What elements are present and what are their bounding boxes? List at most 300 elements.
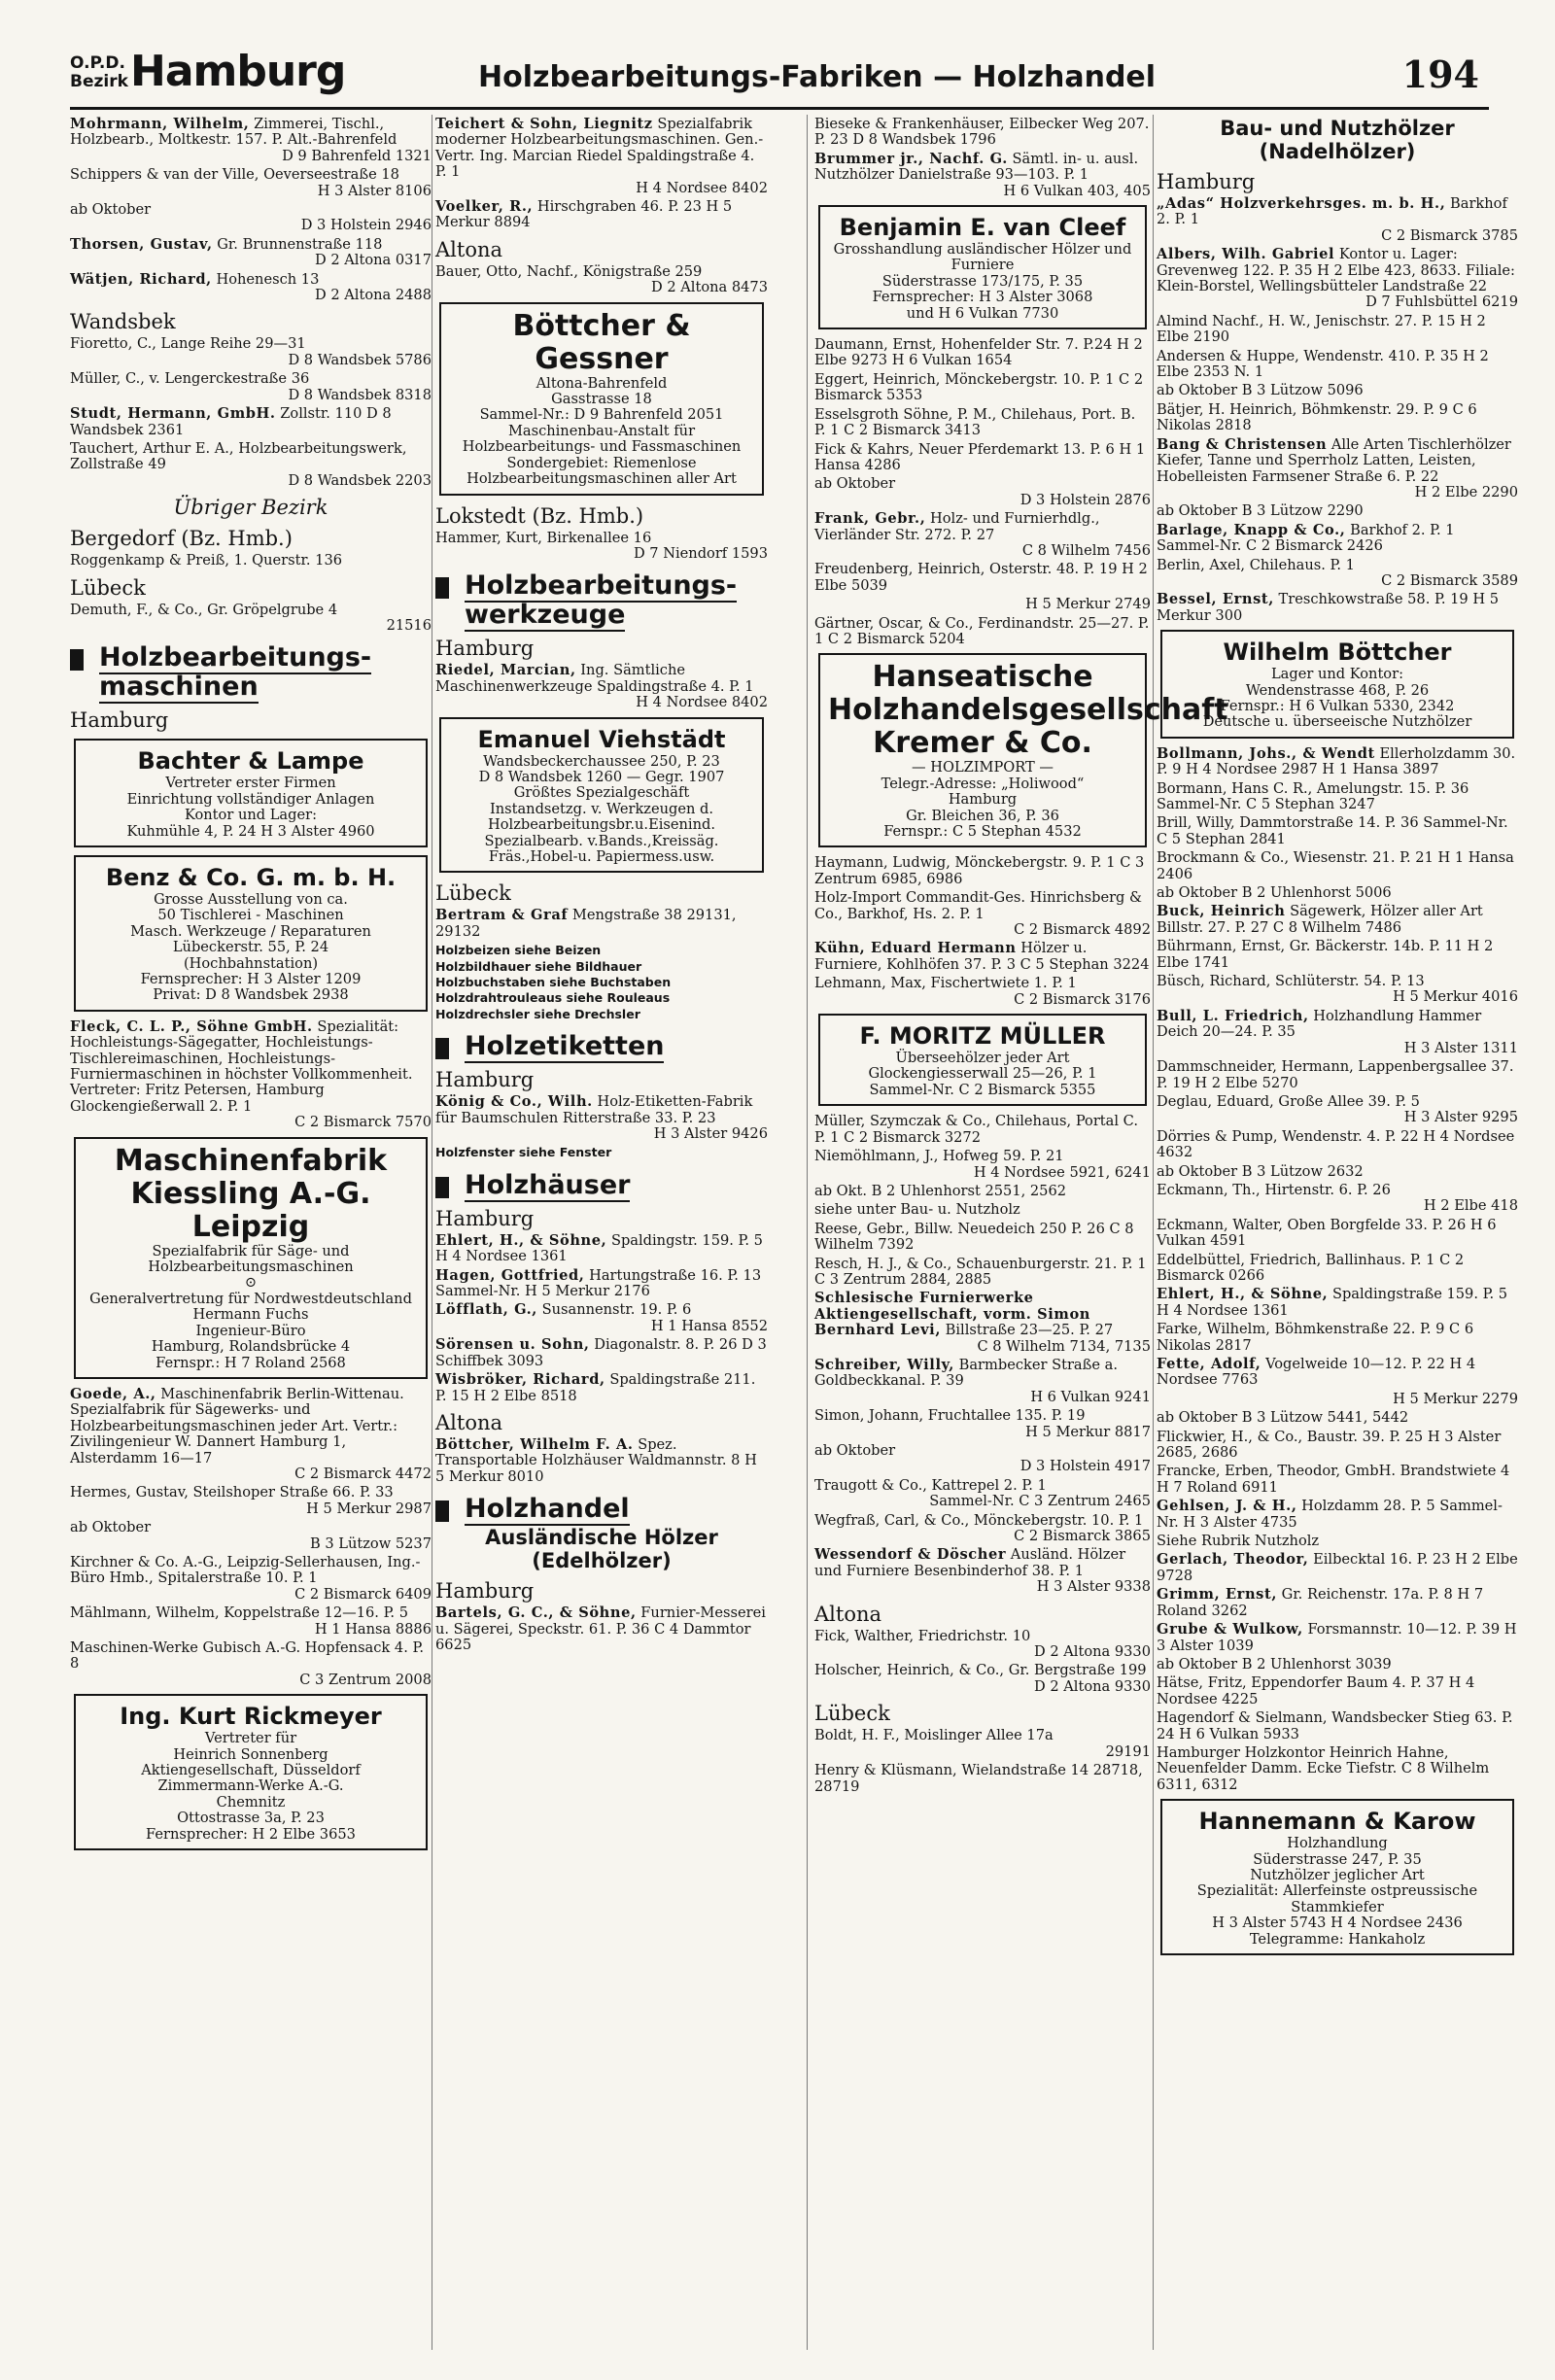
listing-phone: C 2 Bismarck 3176	[1014, 990, 1151, 1008]
listing-name: Gehlsen, J. & H.,	[1157, 1498, 1297, 1515]
advertisement-line: Altona-Bahrenfeld	[536, 374, 668, 392]
listing-text: Müller, Szymczak & Co., Chilehaus, Portal C. P. 1 C 2 Bismarck 3272	[814, 1113, 1138, 1146]
listing-text: Büsch, Richard, Schlüterstr. 54. P. 13	[1157, 973, 1425, 990]
listing-text: Francke, Erben, Theodor, GmbH. Brandstwiete 4 H 7 Roland 6911	[1157, 1463, 1510, 1496]
listing-text: Resch, H. J., & Co., Schauenburgerstr. 21. P. 1 C 3 Zentrum 2884, 2885	[814, 1255, 1147, 1288]
column-divider	[807, 115, 808, 2350]
listing-text: ab Oktober B 3 Lützow 5441, 5442	[1157, 1409, 1409, 1427]
listing-entry	[1157, 1745, 1518, 1793]
listing-phone: D 3 Holstein 2946	[300, 217, 432, 234]
listing-name: König & Co., Wilh.	[435, 1093, 593, 1111]
listing-text: Ing. Sämtliche Maschinenwerkzeuge Spaldingstraße 4. P. 1	[435, 662, 754, 695]
listing-text: ab Oktober B 2 Uhlenhorst 5006	[1157, 884, 1392, 902]
listing-phone: H 2 Elbe 2290	[1414, 483, 1518, 500]
listing-name: Ehlert, H., & Söhne,	[435, 1231, 607, 1249]
listing-entry	[814, 476, 1151, 508]
listing-entry	[70, 1485, 432, 1517]
advertisement-line: Gasstrasse 18	[551, 391, 652, 408]
cross-reference: Holzdrechsler siehe Drechsler	[435, 1006, 640, 1021]
cross-reference: Holzfenster siehe Fenster	[435, 1145, 612, 1160]
listing-name: Sörensen u. Sohn,	[435, 1336, 590, 1354]
listing-text: Berlin, Axel, Chilehaus. P. 1	[1157, 556, 1355, 573]
listing-text: ab Oktober B 3 Lützow 5096	[1157, 382, 1364, 399]
listing-entry	[70, 603, 432, 635]
section-heading-text: Holzbearbeitungs-maschinen	[99, 642, 372, 703]
advertisement-line: Süderstrasse 173/175, P. 35	[881, 272, 1084, 290]
listing-entry	[435, 117, 768, 196]
advertisement-box	[74, 855, 428, 1012]
advertisement-box	[439, 717, 764, 874]
listing-entry	[435, 1268, 768, 1300]
district-label	[70, 54, 128, 91]
listing-phone: C 8 Wilhelm 7134, 7135	[977, 1337, 1151, 1355]
listing-phone: C 2 Bismarck 4472	[294, 1465, 432, 1482]
listing-text: Gärtner, Oscar, & Co., Ferdinandstr. 25—27. P. 1 C 2 Bismarck 5204	[814, 614, 1150, 647]
advertisement-box	[439, 302, 764, 496]
listing-text: Vogelweide 10—12. P. 22 H 4 Nordsee 7763	[1157, 1356, 1476, 1389]
listing-entry	[814, 1257, 1151, 1289]
advertisement-line: Fernspr.: H 7 Roland 2568	[156, 1354, 346, 1371]
listing-entry	[70, 1555, 432, 1603]
listing-text: Hirschgraben 46. P. 23 H 5 Merkur 8894	[435, 198, 733, 231]
listing-entry	[814, 442, 1151, 474]
listing-phone: D 2 Altona 0317	[315, 252, 432, 269]
page-title: Holzbearbeitungs-Fabriken — Holzhandel	[478, 60, 1157, 94]
listing-entry	[1157, 1499, 1518, 1531]
listing-entry	[70, 1605, 432, 1638]
listing-entry	[814, 1222, 1151, 1254]
listing-text: Deglau, Eduard, Große Allee 39. P. 5	[1157, 1092, 1420, 1110]
listing-phone: H 5 Merkur 2749	[1025, 596, 1151, 613]
listing-text: Kirchner & Co. A.-G., Leipzig-Sellerhausen, Ing.-Büro Hmb., Spitalerstraße 10. P. 1	[70, 1553, 421, 1587]
listing-entry	[1157, 746, 1518, 778]
listing-entry	[814, 597, 1151, 612]
listing-text: Wegfraß, Carl, & Co., Mönckebergstr. 10. P. 1	[814, 1511, 1144, 1529]
listing-entry	[1157, 1657, 1518, 1673]
advertisement-line: Hamburg, Rolandsbrücke 4	[151, 1338, 351, 1356]
page-header	[70, 47, 1489, 110]
listing-entry	[1157, 974, 1518, 1006]
listing-text: Fick, Walther, Friedrichstr. 10	[814, 1627, 1031, 1644]
listing-text: Maschinen-Werke Gubisch A.-G. Hopfensack 4. P. 8	[70, 1639, 424, 1673]
advertisement-box	[818, 1014, 1147, 1106]
listing-entry	[814, 1408, 1151, 1440]
city-heading: Bergedorf (Bz. Hmb.)	[70, 527, 293, 551]
listing-text: Alle Arten Tischlerhölzer Kiefer, Tanne und Sperrholz Latten, Leisten, Hobelleisten Farmsener Straße 6. P. 22	[1157, 435, 1511, 485]
column-4	[1157, 117, 1518, 2352]
advertisement-title: F. MORITZ MÜLLER	[859, 1022, 1106, 1051]
listing-entry	[1157, 592, 1518, 624]
listing-name: Bull, L. Friedrich,	[1157, 1007, 1309, 1024]
city-heading: Altona	[814, 1602, 882, 1626]
listing-text: Spezialfabrik moderner Holzbearbeitungsmaschinen. Gen.-Vertr. Ing. Marcian Riedel Spaldingstraße 4. P. 1	[435, 116, 764, 181]
listing-phone: B 3 Lützow 5237	[310, 1535, 432, 1552]
advertisement-line: Gr. Bleichen 36, P. 36	[906, 807, 1059, 824]
listing-entry	[814, 1663, 1151, 1695]
listing-text: Billstraße 23—25. P. 27	[945, 1322, 1114, 1339]
advertisement-line: (Hochbahnstation)	[183, 954, 319, 972]
advertisement-title: Ing. Kurt Rickmeyer	[120, 1703, 382, 1731]
listing-text: Mählmann, Wilhelm, Koppelstraße 12—16. P. 5	[70, 1604, 408, 1622]
advertisement-line: Aktiengesellschaft, Düsseldorf	[141, 1762, 361, 1779]
listing-phone: C 3 Zentrum 2008	[299, 1671, 432, 1688]
advertisement-title: Hanseatische Holzhandelsgesellschaft Kremer & Co.	[828, 660, 1228, 761]
listing-phone: H 6 Vulkan 9241	[1030, 1388, 1151, 1405]
listing-text: Kontor u. Lager: Grevenweg 122. P. 35 H 2 Elbe 423, 8633. Filiale: Klein-Borstel, Wellingsbütteler Landstraße 22	[1157, 246, 1515, 295]
listing-name: Wätjen, Richard,	[70, 270, 212, 288]
listing-entry	[435, 1605, 768, 1653]
listing-name: Goede, A.,	[70, 1385, 156, 1402]
listing-text: Hohenesch 13	[216, 270, 320, 288]
listing-entry	[1157, 523, 1518, 555]
listing-entry	[1157, 349, 1518, 381]
listing-phone: D 2 Altona 9330	[1034, 1677, 1151, 1695]
advertisement-line: Heinrich Sonnenberg	[173, 1745, 328, 1763]
listing-phone: D 2 Altona 9330	[1034, 1643, 1151, 1661]
advertisement-box	[1160, 630, 1514, 739]
listing-name: Wessendorf & Döscher	[814, 1546, 1007, 1564]
listing-text: Müller, C., v. Lengerckestraße 36	[70, 370, 310, 388]
city-heading: Lübeck	[814, 1702, 890, 1726]
listing-text: Daumann, Ernst, Hohenfelder Str. 7. P.24 H 2 Elbe 9273 H 6 Vulkan 1654	[814, 336, 1143, 369]
listing-name: Schlesische Furnierwerke Aktiengesellschaft, vorm. Simon Bernhard Levi,	[814, 1290, 1091, 1339]
advertisement-line: Vertreter erster Firmen	[165, 775, 336, 792]
city-heading: Hamburg	[1157, 170, 1256, 193]
listing-name: Gerlach, Theodor,	[1157, 1551, 1309, 1569]
listing-name: Grube & Wulkow,	[1157, 1621, 1303, 1638]
listing-entry	[814, 1478, 1151, 1510]
listing-text: Boldt, H. F., Moislinger Allee 17a	[814, 1727, 1054, 1744]
listing-phone: D 3 Holstein 2876	[1019, 491, 1151, 508]
advertisement-line: Kontor und Lager:	[184, 807, 317, 824]
listing-text: Hagendorf & Sielmann, Wandsbecker Stieg 63. P. 24 H 6 Vulkan 5933	[1157, 1709, 1513, 1742]
listing-phone: H 5 Merkur 8817	[1025, 1423, 1151, 1440]
listing-phone: H 3 Alster 9338	[1036, 1578, 1151, 1596]
listing-name: Bang & Christensen	[1157, 435, 1328, 453]
listing-phone: H 3 Alster 1311	[1403, 1039, 1518, 1056]
advertisement-line: Lübeckerstr. 55, P. 24	[172, 939, 329, 956]
region-heading: Übriger Bezirk	[173, 496, 328, 520]
listing-entry	[435, 1337, 768, 1369]
listing-name: Voelker, R.,	[435, 198, 534, 216]
listing-text: ab Oktober	[70, 1519, 152, 1536]
cross-reference: Holzdrahtrouleaus siehe Rouleaus	[435, 990, 671, 1006]
advertisement-line: Größtes Spezialgeschäft	[513, 784, 690, 802]
listing-text: Dörries & Pump, Wendenstr. 4. P. 22 H 4 Nordsee 4632	[1157, 1127, 1515, 1161]
listing-entry	[814, 1513, 1151, 1545]
listing-entry	[1157, 503, 1518, 519]
listing-text: Simon, Johann, Fruchtallee 135. P. 19	[814, 1407, 1086, 1425]
city-heading: Lokstedt (Bz. Hmb.)	[435, 503, 644, 528]
advertisement-title: Maschinenfabrik Kiessling A.-G. Leipzig	[114, 1143, 388, 1244]
listing-name: Fleck, C. L. P., Söhne GmbH.	[70, 1018, 313, 1035]
advertisement-line: Vertreter für	[204, 1730, 297, 1747]
listing-entry	[814, 372, 1151, 404]
listing-text: Almind Nachf., H. W., Jenischstr. 27. P. 15 H 2 Elbe 2190	[1157, 312, 1486, 346]
listing-name: Hagen, Gottfried,	[435, 1266, 585, 1284]
listing-name: Böttcher, Wilhelm F. A.	[435, 1435, 634, 1453]
advertisement-line: Zimmermann-Werke A.-G.	[157, 1777, 344, 1795]
advertisement-line: Spezialität: Allerfeinste ostpreussische Stammkiefer	[1196, 1882, 1478, 1915]
advertisement-line: Fernsprecher: H 3 Alster 1209	[140, 971, 362, 987]
listing-entry	[435, 531, 768, 563]
listing-text: Eckmann, Walter, Oben Borgfelde 33. P. 26 H 6 Vulkan 4591	[1157, 1216, 1497, 1250]
listing-phone: D 7 Fuhlsbüttel 6219	[1365, 293, 1518, 311]
listing-entry	[814, 890, 1151, 938]
listing-text: Tauchert, Arthur E. A., Holzbearbeitungswerk, Zollstraße 49	[70, 439, 407, 473]
advertisement-box	[74, 1694, 428, 1850]
listing-phone: H 3 Alster 8106	[317, 182, 432, 199]
city-heading: Hamburg	[435, 637, 535, 661]
opd-label: O.P.D.	[70, 53, 125, 73]
listing-text: Sägewerk, Hölzer aller Art Billstr. 27. P. 27 C 8 Wilhelm 7486	[1157, 903, 1483, 936]
listing-name: Bartels, G. C., & Söhne,	[435, 1604, 637, 1622]
listing-entry	[1157, 402, 1518, 434]
section-heading-text: Holzetiketten	[465, 1031, 665, 1062]
listing-phone: D 3 Holstein 4917	[1019, 1458, 1151, 1475]
advertisement-line: Hermann Fuchs	[192, 1306, 309, 1324]
city-heading: Altona	[435, 1410, 503, 1434]
listing-text: Hamburger Holzkontor Heinrich Hahne, Neuenfelder Damm. Ecke Tiefstr. C 8 Wilhelm 6311, 6312	[1157, 1743, 1490, 1793]
listing-text: siehe unter Bau- u. Nutzholz	[814, 1201, 1020, 1219]
listing-entry	[435, 1302, 768, 1334]
listing-phone: H 1 Hansa 8552	[650, 1317, 768, 1334]
advertisement-line: Generalvertretung für Nordwestdeutschland	[89, 1290, 412, 1307]
listing-entry	[814, 616, 1151, 648]
listing-text: Barkhof 2. P. 1	[1157, 195, 1507, 228]
listing-entry	[1157, 1430, 1518, 1462]
listing-text: Bieseke & Frankenhäuser, Eilbecker Weg 207. P. 23 D 8 Wandsbek 1796	[814, 116, 1150, 149]
section-heading-text: Holzhäuser	[465, 1169, 631, 1200]
listing-text: Freudenberg, Heinrich, Osterstr. 48. P. 19 H 2 Elbe 5039	[814, 561, 1148, 594]
listing-phone: H 4 Nordsee 8402	[636, 694, 768, 711]
listing-text: Hölzer u. Furniere, Kohlhöfen 37. P. 3 C 5 Stephan 3224	[814, 940, 1150, 973]
advertisement-line: Glockengiesserwall 25—26, P. 1	[868, 1065, 1097, 1083]
listing-entry	[70, 441, 432, 489]
listing-name: Grimm, Ernst,	[1157, 1586, 1278, 1604]
advertisement-line: Instandsetzg. v. Werkzeugen d. Holzbearbeitungsbr.u.Eisenind. Spezialbearb. v.Bands.,Kreissäg. Fräs.,Hobel-u. Papiermess.usw.	[484, 800, 719, 865]
advertisement-title: Hannemann & Karow	[1198, 1808, 1476, 1836]
advertisement-line: H 3 Alster 5743 H 4 Nordsee 2436	[1212, 1914, 1463, 1932]
advertisement-line: Wendenstrasse 468, P. 26	[1245, 681, 1430, 699]
listing-entry	[1157, 939, 1518, 971]
city-heading: Lübeck	[70, 575, 146, 600]
advertisement-line: Einrichtung vollständiger Anlagen	[126, 790, 375, 808]
listing-text: Holz-Etiketten-Fabrik für Baumschulen Ritterstraße 33. P. 23	[435, 1093, 753, 1126]
listing-entry	[1157, 1357, 1518, 1389]
advertisement-box	[818, 653, 1228, 847]
listing-entry	[435, 1233, 768, 1265]
listing-phone: Sammel-Nr. C 3 Zentrum 2465	[929, 1493, 1151, 1510]
advertisement-line: Chemnitz	[216, 1793, 286, 1811]
listing-text: Hermes, Gustav, Steilshoper Straße 66. P. 33	[70, 1484, 394, 1501]
listing-name: Barlage, Knapp & Co.,	[1157, 521, 1346, 538]
listing-entry	[1157, 781, 1518, 813]
listing-text: ab Oktober	[814, 1442, 896, 1459]
listing-text: Barmbecker Straße a. Goldbeckkanal. P. 39	[814, 1356, 1118, 1390]
listing-entry	[70, 237, 432, 269]
cross-reference: Holzbuchstaben siehe Buchstaben	[435, 975, 672, 989]
listing-phone: H 4 Nordsee 5921, 6241	[973, 1163, 1151, 1181]
advertisement-line: Sammel-Nr. C 2 Bismarck 5355	[869, 1081, 1096, 1098]
advertisement-line: ⊙	[244, 1274, 258, 1292]
listing-entry	[814, 1291, 1151, 1355]
advertisement-line: Maschinenbau-Anstalt für Holzbearbeitungs- und Fassmaschinen	[462, 422, 742, 456]
advertisement-title: Wilhelm Böttcher	[1223, 638, 1452, 667]
listing-entry	[70, 167, 432, 199]
listing-text: Zollstr. 110 D 8 Wandsbek 2361	[70, 405, 392, 438]
listing-text: ab Okt. B 2 Uhlenhorst 2551, 2562	[814, 1182, 1067, 1199]
city-heading: Altona	[435, 237, 503, 261]
listing-text: Andersen & Huppe, Wendenstr. 410. P. 35 H 2 Elbe 2353 N. 1	[1157, 347, 1489, 381]
section-heading	[435, 1495, 768, 1524]
listing-text: Holscher, Heinrich, & Co., Gr. Bergstraße 199	[814, 1662, 1147, 1679]
listing-text: Maschinenfabrik Berlin-Wittenau. Spezialfabrik für Sägewerks- und Holzbearbeitungsmaschinen jeder Art. Vertr.: Zivilingenieur W. Dannert Hamburg 1, Alsterdamm 16—17	[70, 1385, 404, 1466]
listing-name: „Adas“ Holzverkehrsges. m. b. H.,	[1157, 195, 1446, 212]
listing-text: Siehe Rubrik Nutzholz	[1157, 1533, 1320, 1550]
listing-text: Bormann, Hans C. R., Amelungstr. 15. P. 36 Sammel-Nr. C 5 Stephan 3247	[1157, 779, 1469, 812]
listing-phone: H 4 Nordsee 8402	[636, 179, 768, 196]
listing-text: Holzhandlung Hammer Deich 20—24. P. 35	[1157, 1007, 1482, 1041]
advertisement-box	[818, 205, 1147, 329]
listing-entry	[814, 1358, 1151, 1405]
advertisement-line: Fernsprecher: H 2 Elbe 3653	[146, 1825, 356, 1843]
advertisement-title: Bachter & Lampe	[137, 747, 364, 776]
listing-entry	[70, 1019, 432, 1131]
listing-entry	[70, 553, 432, 569]
listing-text: Furnier-Messerei u. Sägerei, Speckstr. 61. P. 36 C 4 Dammtor 6625	[435, 1604, 766, 1653]
city-heading: Wandsbek	[70, 310, 176, 334]
listing-text: ab Oktober	[814, 475, 896, 493]
advertisement-box	[74, 739, 428, 847]
listing-entry	[70, 1520, 432, 1552]
listing-entry	[814, 337, 1151, 369]
listing-text: Eggert, Heinrich, Mönckebergstr. 10. P. 1 C 2 Bismarck 5353	[814, 370, 1144, 404]
listing-phone: H 5 Merkur 2279	[1393, 1390, 1518, 1407]
section-heading	[435, 1171, 768, 1200]
advertisement-line: Lager und Kontor:	[1270, 666, 1403, 683]
subsection-heading: Ausländische Hölzer (Edelhölzer)	[485, 1526, 718, 1573]
listing-name: Bollmann, Johs., & Wendt	[1157, 744, 1375, 762]
advertisement-title: Benz & Co. G. m. b. H.	[105, 863, 397, 891]
listing-name: Kühn, Eduard Hermann	[814, 940, 1017, 957]
advertisement-title: Emanuel Viehstädt	[477, 725, 726, 753]
listing-phone: H 6 Vulkan 403, 405	[1003, 182, 1151, 199]
listing-entry	[814, 1202, 1151, 1218]
listing-text: Henry & Klüsmann, Wielandstraße 14 28718, 28719	[814, 1762, 1143, 1795]
listing-entry	[1157, 437, 1518, 501]
listing-text: Schippers & van der Ville, Oeverseestraße 18	[70, 166, 399, 184]
city-heading: Hamburg	[435, 1068, 535, 1092]
listing-entry	[1157, 558, 1518, 590]
listing-text: Roggenkamp & Preiß, 1. Querstr. 136	[70, 552, 343, 569]
advertisement-line: Wandsbeckerchaussee 250, P. 23	[483, 752, 720, 770]
listing-phone: C 2 Bismarck 3589	[1381, 571, 1518, 589]
listing-entry	[1157, 1534, 1518, 1549]
header-city: Hamburg	[130, 47, 346, 96]
advertisement-line: Grosshandlung ausländischer Hölzer und Furniere	[833, 241, 1132, 274]
listing-text: Niemöhlmann, J., Hofweg 59. P. 21	[814, 1148, 1064, 1165]
listing-entry	[70, 406, 432, 438]
listing-phone: H 3 Alster 9426	[653, 1125, 768, 1143]
page-number: 194	[1401, 52, 1479, 96]
listing-phone: D 2 Altona 8473	[651, 279, 768, 296]
listing-text: Holz- und Furnierhdlg., Vierländer Str. 272. P. 27	[814, 510, 1100, 543]
listing-entry	[70, 117, 432, 164]
listing-entry	[435, 663, 768, 710]
listing-text: Brockmann & Co., Wiesenstr. 21. P. 21 H 1 Hansa 2406	[1157, 849, 1514, 882]
advertisement-line: Ingenieur-Büro	[195, 1322, 306, 1339]
listing-text: Bührmann, Ernst, Gr. Bäckerstr. 14b. P. 11 H 2 Elbe 1741	[1157, 938, 1494, 971]
listing-text: Holz-Import Commandit-Ges. Hinrichsberg & Co., Barkhof, Hs. 2. P. 1	[814, 889, 1143, 922]
listing-text: ab Oktober B 2 Uhlenhorst 3039	[1157, 1655, 1392, 1673]
listing-text: Barkhof 2. P. 1 Sammel-Nr. C 2 Bismarck 2426	[1157, 521, 1455, 555]
city-heading: Hamburg	[70, 708, 169, 733]
section-heading	[435, 1032, 768, 1061]
section-heading	[70, 643, 432, 702]
listing-name: Mohrmann, Wilhelm,	[70, 116, 250, 132]
listing-entry	[70, 272, 432, 304]
listing-entry	[1157, 1587, 1518, 1619]
cross-reference: Holzbeizen siehe Beizen	[435, 943, 602, 958]
listing-name: Schreiber, Willy,	[814, 1356, 954, 1373]
listing-text: Farke, Wilhelm, Böhmkenstraße 22. P. 9 C 6 Nikolas 2817	[1157, 1321, 1474, 1354]
listing-phone: 29191	[1105, 1742, 1151, 1760]
listing-entry	[814, 1114, 1151, 1146]
advertisement-line: Hamburg	[948, 791, 1018, 809]
listing-entry	[1157, 1464, 1518, 1496]
listing-phone: H 3 Alster 9295	[1403, 1109, 1518, 1126]
section-heading-text: Holzhandel	[465, 1494, 630, 1525]
listing-text: Lehmann, Max, Fischertwiete 1. P. 1	[814, 975, 1077, 992]
advertisement-line: Privat: D 8 Wandsbek 2938	[153, 986, 349, 1004]
city-heading: Hamburg	[435, 1206, 535, 1230]
listing-name: Löfflath, G.,	[435, 1301, 537, 1319]
advertisement-line: Telegr.-Adresse: „Holiwood“	[881, 775, 1085, 792]
listing-entry	[1157, 314, 1518, 346]
listing-text: Gr. Brunnenstraße 118	[217, 235, 383, 253]
listing-entry	[1157, 850, 1518, 882]
listing-text: Ausländ. Hölzer und Furniere Besenbinderhof 38. P. 1	[814, 1546, 1126, 1579]
advertisement-line: Fernsprecher: H 3 Alster 3068	[872, 289, 1093, 306]
advertisement-box	[1160, 1799, 1514, 1955]
advertisement-line: Sammel-Nr.: D 9 Bahrenfeld 2051	[479, 406, 724, 424]
listing-entry	[70, 336, 432, 368]
listing-entry	[814, 1547, 1151, 1595]
listing-name: Brummer jr., Nachf. G.	[814, 150, 1008, 167]
advertisement-line: Kuhmühle 4, P. 24 H 3 Alster 4960	[126, 822, 375, 840]
bezirk-label: Bezirk	[70, 72, 128, 91]
listing-entry	[1157, 1552, 1518, 1584]
advertisement-line: D 8 Wandsbek 1260 — Gegr. 1907	[478, 768, 725, 785]
listing-name: Frank, Gebr.,	[814, 510, 926, 528]
listing-text: Diagonalstr. 8. P. 26 D 3 Schiffbek 3093	[435, 1336, 767, 1369]
listing-entry	[1157, 1622, 1518, 1654]
listing-text: Haymann, Ludwig, Mönckebergstr. 9. P. 1 C 3 Zentrum 6985, 6986	[814, 854, 1145, 887]
listing-entry	[1157, 1322, 1518, 1354]
listing-entry	[814, 117, 1151, 149]
listing-text: Hammer, Kurt, Birkenallee 16	[435, 529, 652, 546]
listing-entry	[435, 1372, 768, 1404]
listing-text: Susannenstr. 19. P. 6	[541, 1301, 692, 1319]
city-heading: Lübeck	[435, 881, 511, 906]
listing-entry	[814, 511, 1151, 559]
listing-phone: 21516	[386, 616, 432, 634]
listing-entry	[1157, 885, 1518, 901]
listing-phone: H 1 Hansa 8886	[314, 1620, 432, 1638]
advertisement-line: Fernspr.: H 6 Vulkan 5330, 2342	[1220, 697, 1455, 714]
listing-entry	[435, 264, 768, 296]
